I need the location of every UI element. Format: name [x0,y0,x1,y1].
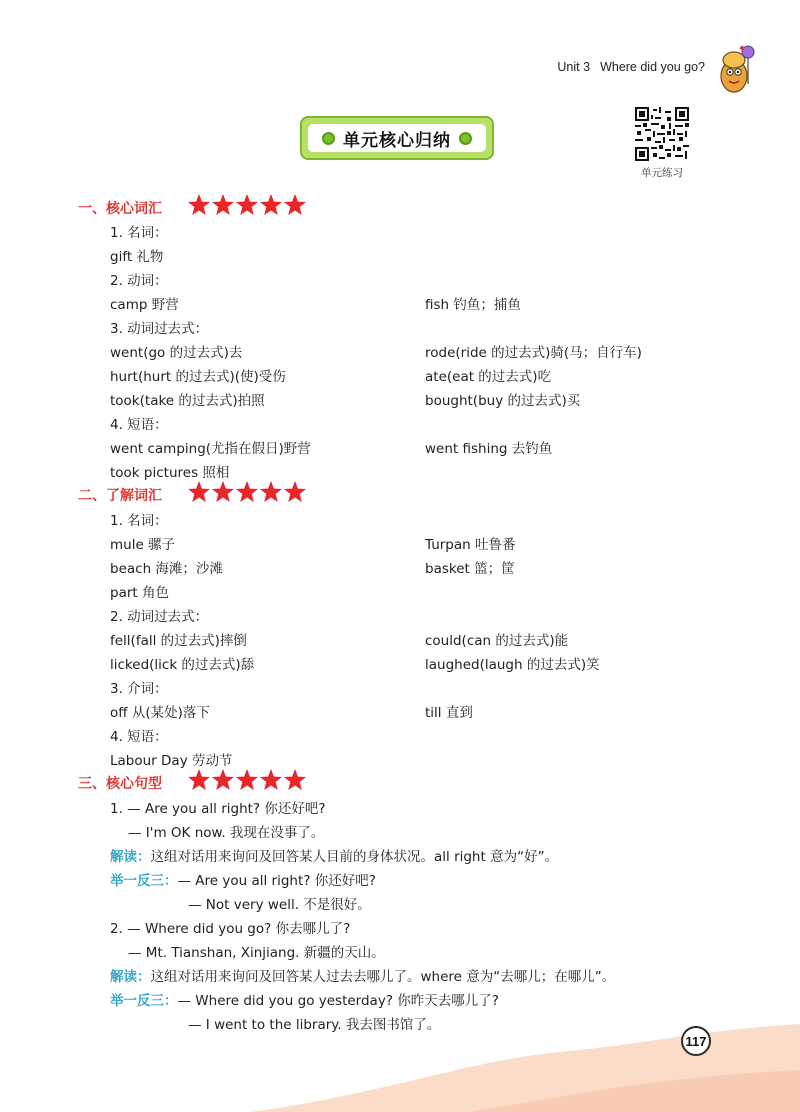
explanation-line [110,845,558,865]
vocab-item: gift 礼物 [110,249,164,265]
vocab-item: went camping(尤指在假日)野营 [110,441,311,457]
green-dot-right [459,132,472,145]
unit-title: Where did you go? [600,60,705,74]
practice-text: — Are you all right? 你还好吧? [177,873,376,889]
practice-line [110,869,376,889]
vocab-item: till 直到 [425,705,473,721]
vocab-item: fish 钓鱼；捕鱼 [425,297,521,313]
qr-code[interactable] [635,107,689,161]
star-icon [188,481,210,502]
section-heading-general-vocab: 二、了解词汇 [78,488,162,504]
star-icon [284,194,306,215]
running-header [557,60,705,74]
item-heading: 1. 名词： [110,225,168,241]
vocab-item: off 从(某处)落下 [110,705,210,721]
practice-text: — Where did you go yesterday? 你昨天去哪儿了? [177,993,499,1009]
mascot-illustration [712,44,760,96]
star-icon [236,481,258,502]
item-heading: 3. 介词： [110,681,168,697]
vocab-item: went fishing 去钓鱼 [425,441,553,457]
explanation-text: 这组对话用来询问及回答某人过去去哪儿了。where 意为“去哪儿；在哪儿”。 [150,969,616,985]
vocab-item: licked(lick 的过去式)舔 [110,657,255,673]
star-icon [284,481,306,502]
item-heading: 1. 名词： [110,513,168,529]
vocab-item: rode(ride 的过去式)骑(马；自行车) [425,345,642,361]
rating-stars-general-vocab [187,480,307,504]
practice-label: 举一反三： [110,873,178,889]
item-heading: 4. 短语： [110,417,168,433]
vocab-item: bought(buy 的过去式)买 [425,393,581,409]
vocab-item: could(can 的过去式)能 [425,633,569,649]
summary-title: 单元核心归纳 [343,130,451,151]
vocab-item: took pictures 照相 [110,465,230,481]
star-icon [212,481,234,502]
sentence-line: 2. — Where did you go? 你去哪儿了? [110,921,351,937]
decorative-wave [0,1000,800,1112]
star-icon [260,194,282,215]
explanation-line [110,965,615,985]
explanation-label: 解读： [110,849,151,865]
star-icon [188,769,210,790]
vocab-item: mule 骡子 [110,537,176,553]
star-icon [212,194,234,215]
sentence-line: — I'm OK now. 我现在没事了。 [128,825,325,841]
vocab-item: beach 海滩；沙滩 [110,561,223,577]
star-icon [260,769,282,790]
vocab-item: ate(eat 的过去式)吃 [425,369,552,385]
page-number: 117 [681,1026,711,1056]
vocab-item: part 角色 [110,585,169,601]
star-icon [236,769,258,790]
unit-label: Unit 3 [557,60,591,74]
explanation-text: 这组对话用来询问及回答某人目前的身体状况。all right 意为“好”。 [150,849,559,865]
vocab-item: Turpan 吐鲁番 [425,537,516,553]
summary-title-box [300,116,494,160]
explanation-label: 解读： [110,969,151,985]
vocab-item: went(go 的过去式)去 [110,345,243,361]
sentence-line: — I went to the library. 我去图书馆了。 [188,1017,441,1033]
sentence-line: 1. — Are you all right? 你还好吧? [110,801,326,817]
rating-stars-core-sentences [187,768,307,792]
vocab-item: basket 篮；筐 [425,561,515,577]
vocab-item: camp 野营 [110,297,179,313]
section-heading-core-sentences: 三、核心句型 [78,776,162,792]
item-heading: 2. 动词： [110,273,168,289]
star-icon [212,769,234,790]
sentence-line: — Mt. Tianshan, Xinjiang. 新疆的天山。 [128,945,385,961]
item-heading: 2. 动词过去式： [110,609,209,625]
item-heading: 4. 短语： [110,729,168,745]
rating-stars-core-vocab [187,193,307,217]
vocab-item: took(take 的过去式)拍照 [110,393,265,409]
vocab-item: fell(fall 的过去式)摔倒 [110,633,247,649]
vocab-item: hurt(hurt 的过去式)(使)受伤 [110,369,286,385]
item-heading: 3. 动词过去式： [110,321,209,337]
star-icon [284,769,306,790]
star-icon [188,194,210,215]
section-heading-core-vocab: 一、核心词汇 [78,201,162,217]
qr-caption: 单元练习 [641,167,683,179]
vocab-item: laughed(laugh 的过去式)笑 [425,657,600,673]
practice-label: 举一反三： [110,993,178,1009]
sentence-line: — Not very well. 不是很好。 [188,897,371,913]
vocab-item: Labour Day 劳动节 [110,753,233,769]
star-icon [260,481,282,502]
green-dot-left [322,132,335,145]
star-icon [236,194,258,215]
